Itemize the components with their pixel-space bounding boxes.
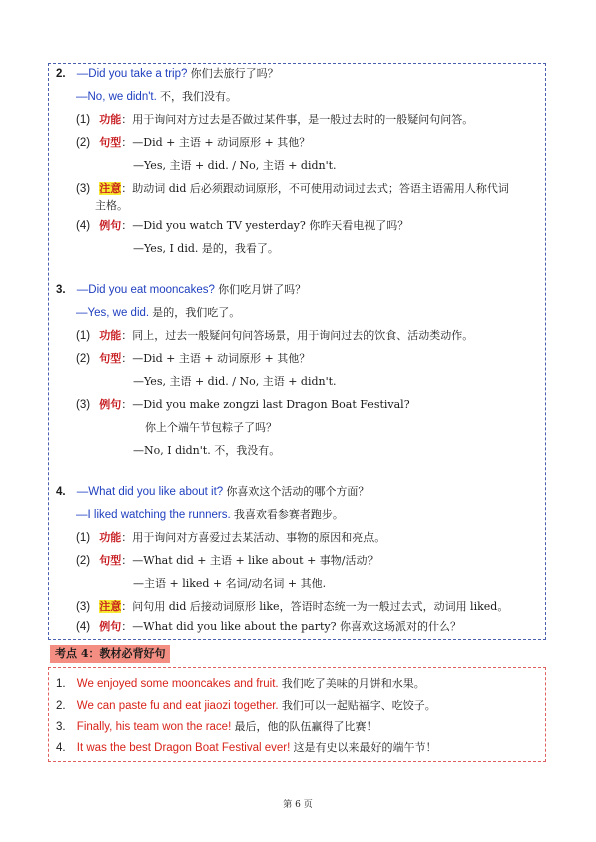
s4-question: 4. —What did you like about it? 你喜欢这个活动的哪个方面？ [56,485,370,498]
s2-answer: —No, we didn't. 不，我们没有。 [76,90,238,103]
s3-item-3-cont2: —No, I didn't. 不，我没有。 [133,444,281,457]
s3-item-3: (3) 例句：—Did you make zongzi last Dragon Boat Festival? [76,398,410,411]
s4-item-3: (3) 注意：问句用 did 后接动词原形 like，答语时态统一为一般过去式，动词用 liked。 [76,600,509,613]
key-sentence-3: 3. Finally, his team won the race! 最后，他的队伍赢得了比赛！ [56,720,378,733]
s2-item-4-cont: —Yes, I did. 是的，我看了。 [133,242,279,255]
s3-question: 3. —Did you eat mooncakes? 你们吃月饼了吗？ [56,283,307,296]
s2-item-3-cont: 主格。 [95,199,128,212]
page-number: 第 6 页 [283,800,313,810]
kaodian-heading: 考点 4：教材必背好句 [50,645,170,663]
s4-item-2-cont: —主语 + liked + 名词/动名词 + 其他. [133,577,327,590]
s3-answer: —Yes, we did. 是的，我们吃了。 [76,306,241,319]
s3-item-2-cont: —Yes, 主语 + did. / No, 主语 + didn't. [133,375,337,388]
s4-answer: —I liked watching the runners. 我喜欢看参赛者跑步。 [76,508,344,521]
s2-item-2: (2) 句型：—Did + 主语 + 动词原形 + 其他？ [76,136,311,149]
s2-item-1: (1) 功能：用于询问对方过去是否做过某件事，是一般过去时的一般疑问句问答。 [76,113,474,126]
s2-item-3: (3) 注意：助动词 did 后必须跟动词原形，不可使用动词过去式；答语主语需用人称代词 [76,182,509,195]
s4-item-4: (4) 例句：—What did you like about the party? 你喜欢这场派对的什么？ [76,620,461,633]
key-sentence-2: 2. We can paste fu and eat jiaozi together. 我们可以一起贴福字、吃饺子。 [56,699,436,712]
s2-item-4: (4) 例句：—Did you watch TV yesterday? 你昨天看电视了吗？ [76,219,409,232]
s4-item-2: (2) 句型：—What did + 主语 + like about + 事物/活动？ [76,554,379,567]
key-sentence-4: 4. It was the best Dragon Boat Festival ever! 这是有史以来最好的端午节！ [56,741,437,754]
s2-question: 2. —Did you take a trip? 你们去旅行了吗？ [56,67,279,80]
s4-item-1: (1) 功能：用于询问对方喜爱过去某活动、事物的原因和亮点。 [76,531,386,544]
s3-item-3-cont: 你上个端午节包粽子了吗？ [145,421,277,434]
s3-item-2: (2) 句型：—Did + 主语 + 动词原形 + 其他？ [76,352,311,365]
s3-item-1: (1) 功能：同上，过去一般疑问句问答场景，用于询问过去的饮食、活动类动作。 [76,329,474,342]
s2-item-2-cont: —Yes, 主语 + did. / No, 主语 + didn't. [133,159,337,172]
key-sentence-1: 1. We enjoyed some mooncakes and fruit. 我们吃了美味的月饼和水果。 [56,677,425,690]
